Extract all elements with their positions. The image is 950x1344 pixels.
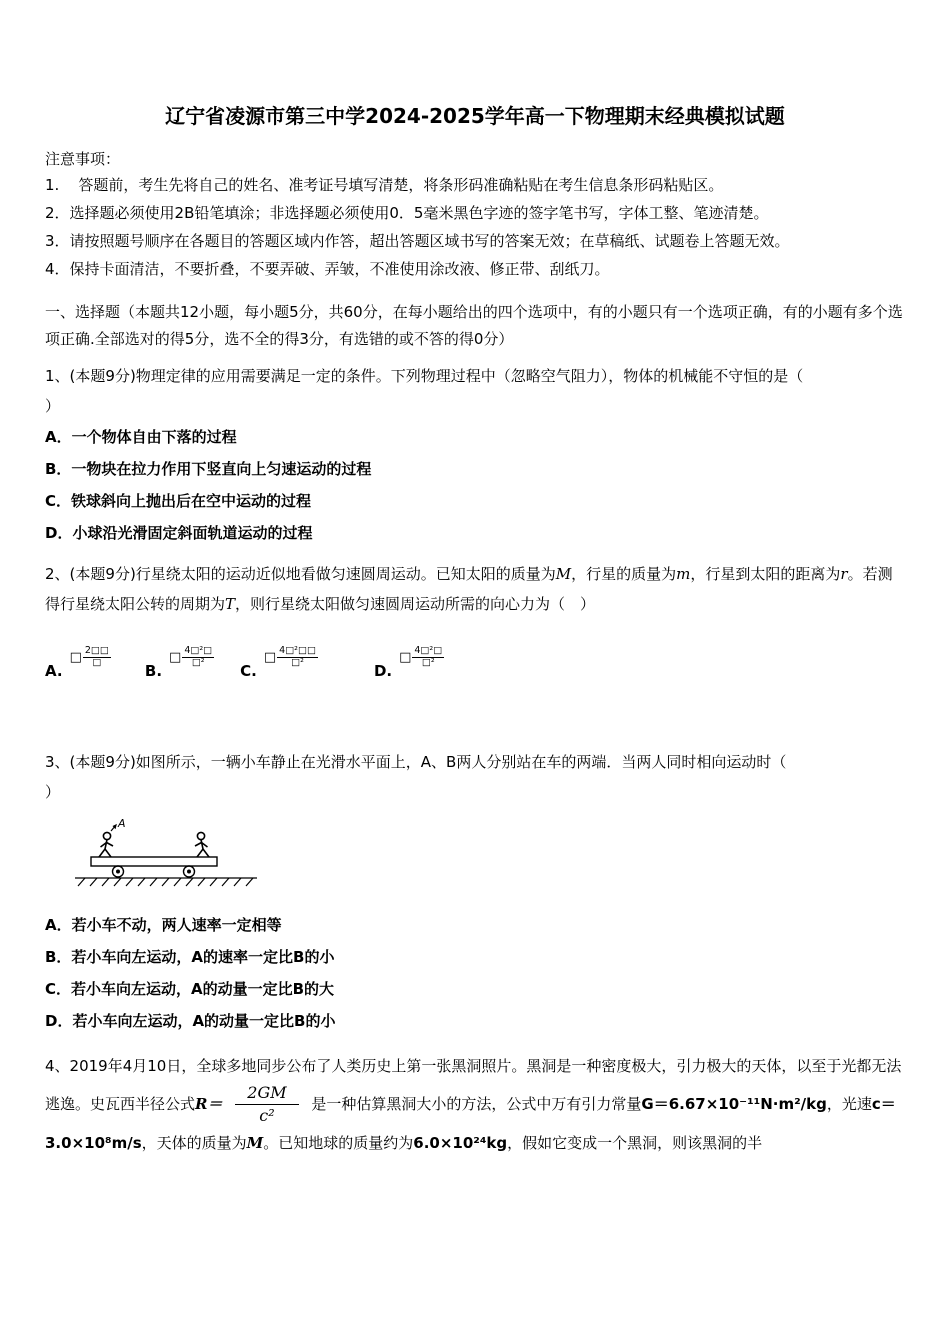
q1-option-d: D．小球沿光滑固定斜面轨道运动的过程 [45,524,313,542]
q3-option-d: D．若小车向左运动，A的动量一定比B的小 [45,1012,336,1030]
text-segment: ，行星到太阳的距离为 [690,565,841,583]
notice-item-2: 2．选择题必须使用2B铅笔填涂；非选择题必须使用0．5毫米黑色字迹的签字笔书写，字体工整、笔迹清楚。 [45,204,769,222]
text-segment: G＝6.67×10⁻¹¹N·m²/kg [641,1095,827,1113]
missing-glyph-box: □ [69,650,82,666]
text-segment: m [676,565,691,583]
text-segment: M [246,1134,264,1152]
notice-item-4: 4．保持卡面清洁，不要折叠，不要弄破、弄皱，不准使用涂改液、修正带、刮纸刀。 [45,260,610,278]
q1-option-a: A．一个物体自由下落的过程 [45,428,237,446]
fraction-denominator: □² [191,657,205,669]
text-segment: 。若测得行星绕太阳公转的周期为 [45,565,893,613]
q1-option-b: B．一物块在拉力作用下竖直向上匀速运动的过程 [45,460,372,478]
q2-option-c-label: C. [240,662,257,680]
q2-option-d [373,645,444,681]
person-a [99,832,113,857]
q2-option-b-formula [169,646,214,669]
schwarzschild-fraction [235,1083,298,1126]
person-b-head [197,832,204,839]
notice-heading: 注意事项： [45,150,121,168]
q3-stem-line2: ） [45,783,61,801]
person-b [195,832,209,857]
q2-option-b-label: B. [144,662,163,680]
fraction-denominator: c² [259,1106,275,1125]
q2-option-c [240,645,318,681]
text-segment: 2、(本题9分)行星绕太阳的运动近似地看做匀速圆周运动。已知太阳的质量为 [45,565,556,583]
fraction-denominator: □² [291,657,304,669]
text-segment: r [840,565,848,583]
cart-figure [73,815,259,895]
ground-hatching [75,878,257,886]
q2-stem [45,559,905,619]
doc-title: 辽宁省凌源市第三中学2024-2025学年高一下物理期末经典模拟试题 [165,104,785,128]
section-heading: 一、选择题（本题共12小题，每小题5分，共60分，在每小题给出的四个选项中，有的小题只有一个选项正确，有的小题有多个选项正确.全部选对的得5分，选不全的得3分，有选错的或不答的得0分） [45,303,903,348]
text-segment: 6.0×10²⁴kg [413,1134,508,1152]
text-segment: ，则行星绕太阳做匀速圆周运动所需的向心力为（ ） [235,595,596,613]
q3-option-b: B．若小车向左运动，A的速率一定比B的小 [45,948,335,966]
missing-glyph-box: □ [263,650,277,666]
question-2 [45,559,905,681]
q2-option-b [144,645,214,681]
notice-item-1: 1. 答题前，考生先将自己的姓名、准考证号填写清楚，将条形码准确粘贴在考生信息条形码粘贴区。 [45,176,724,194]
q1-stem-line2: ） [45,397,61,415]
fraction-numerator: 4□²□ [184,645,213,657]
q3-option-c: C．若小车向左运动，A的动量一定比B的大 [45,980,335,998]
figure-a-arrow [111,825,116,831]
cart-figure-wrap [73,815,905,899]
q2-option-d-formula [399,646,444,669]
person-a-head [103,832,110,839]
fraction-numerator: 2□□ [84,645,109,657]
question-3 [45,747,905,1037]
notice-item-3: 3．请按照题号顺序在各题目的答题区域内作答，超出答题区域书写的答案无效；在草稿纸、试题卷上答题无效。 [45,232,790,250]
fraction-denominator: □² [421,657,435,669]
q1-stem-line1: 1、(本题9分)物理定律的应用需要满足一定的条件。下列物理过程中（忽略空气阻力），物体的机械能不守恒的是（ [45,367,804,385]
question-4 [45,1049,905,1160]
q3-options [45,909,905,1037]
q2-option-a [45,645,111,681]
q2-option-a-formula [70,646,111,669]
fraction-numerator: 4□²□□ [279,645,316,657]
small-fraction [277,646,318,669]
fraction-numerator: 4□²□ [414,645,443,657]
notice-section [45,147,905,283]
missing-glyph-box: □ [399,650,412,666]
text-segment: R＝ [195,1095,223,1113]
figure-label-a: A [118,817,126,830]
text-segment: 4、2019年4月10日，全球多地同步公布了人类历史上第一张黑洞照片。黑洞是一种密度极大，引力极大的天体，以至于光都无法逃逸。史瓦西半径公式 [45,1057,902,1113]
text-segment: T [225,595,236,613]
question-1 [45,361,905,549]
small-fraction [182,646,214,669]
q2-option-a-label: A. [45,662,63,680]
missing-glyph-box: □ [169,650,182,666]
q1-option-c: C．铁球斜向上抛出后在空中运动的过程 [45,492,312,510]
text-segment: ，行星的质量为 [571,565,677,583]
text-segment: c＝3.0×10⁸m/s [45,1095,896,1152]
q2-option-c-formula [264,646,318,669]
fraction-numerator: 2GM [235,1083,298,1105]
q3-stem-line1: 3、(本题9分)如图所示，一辆小车静止在光滑水平面上，A、B两人分别站在车的两端．当两人同时相向运动时（ [45,753,787,771]
fraction-denominator: □ [92,657,102,669]
text-segment: 。已知地球的质量约为 [263,1134,414,1152]
small-fraction [412,646,444,669]
text-segment: ，光速 [826,1095,872,1113]
q2-option-d-label: D. [373,662,393,680]
text-segment: M [555,565,572,583]
text-segment: 是一种估算黑洞大小的方法，公式中万有引力常量 [311,1095,642,1113]
cart [91,857,217,877]
cart-platform [91,857,217,866]
text-segment: ，天体的质量为 [141,1134,247,1152]
q3-option-a: A．若小车不动，两人速率一定相等 [45,916,282,934]
small-fraction [83,646,111,669]
q2-formula-options [45,631,905,681]
text-segment: ，假如它变成一个黑洞，则该黑洞的半 [507,1134,763,1152]
